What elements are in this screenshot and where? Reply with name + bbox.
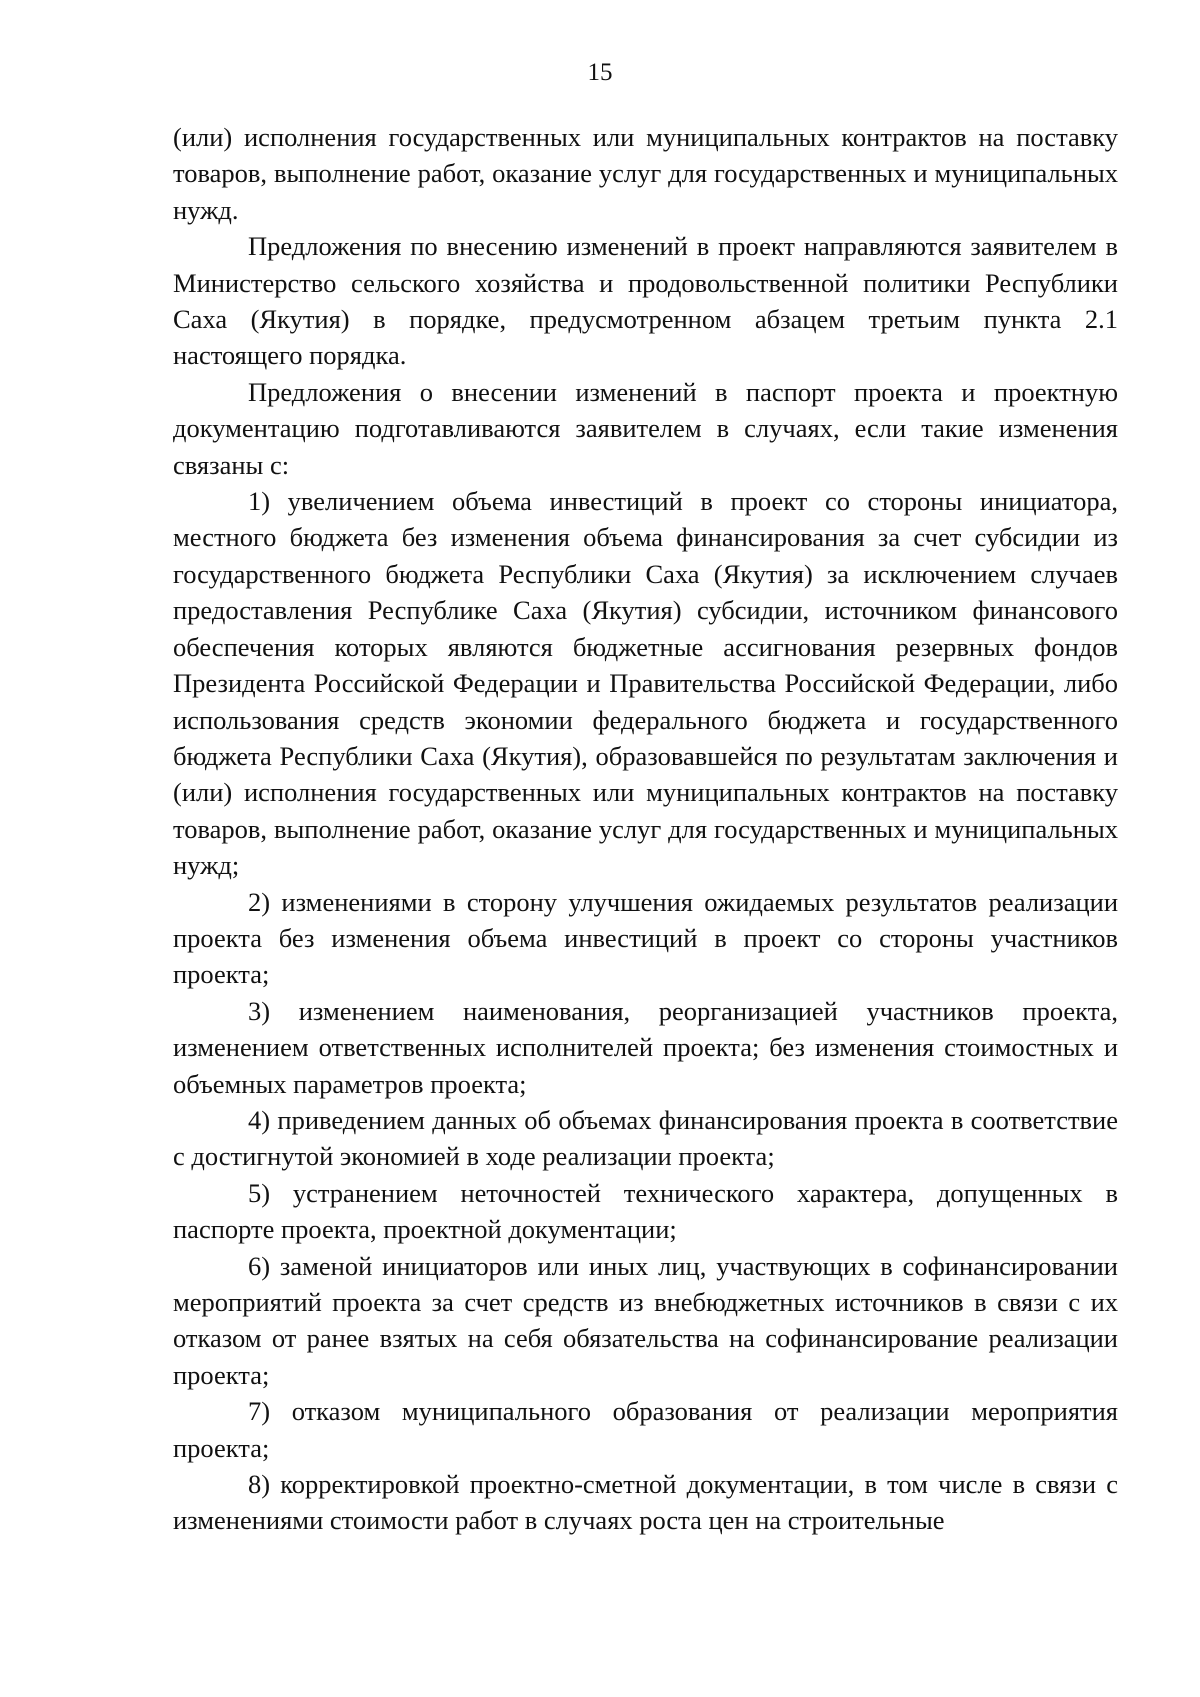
paragraph-continuation: (или) исполнения государственных или муниципальных контрактов на поставку товаров, выполнение работ, оказание услуг для государственных и муниципальных нужд. — [173, 122, 1118, 225]
list-item-7: 7) отказом муниципального образования от реализации мероприятия проекта; — [173, 1396, 1118, 1463]
list-item-2: 2) изменениями в сторону улучшения ожидаемых результатов реализации проекта без изменения объема инвестиций в проект со стороны участников проекта; — [173, 886, 1118, 990]
document-body — [173, 119, 1118, 1539]
page-number: 15 — [587, 59, 613, 86]
list-item-5: 5) устранением неточностей технического характера, допущенных в паспорте проекта, проектной документации; — [173, 1177, 1118, 1245]
list-item-3: 3) изменением наименования, реорганизацией участников проекта, изменением ответственных исполнителей проекта; без изменения стоимостных и объемных параметров проекта; — [173, 995, 1118, 1099]
paragraph-proposals-submission: Предложения по внесению изменений в проект направляются заявителем в Министерство сельского хозяйства и продовольственной политики Республики Саха (Якутия) в порядке, предусмотренном абзацем третьим пункта 2.1 настоящего порядка. — [173, 231, 1118, 371]
list-item-1: 1) увеличением объема инвестиций в проект со стороны инициатора, местного бюджета без изменения объема финансирования за счет субсидии из государственного бюджета Республики Саха (Якутия) за исключением случаев предоставления Республике Саха (Якутия) субсидии, источником финансового обеспечения которых являются бюджетные ассигнования резервных фондов Президента Российской Федерации и Правительства Российской Федерации, либо использования средств экономии федерального бюджета и государственного бюджета Республики Саха (Якутия), образовавшейся по результатам заключения и (или) исполнения государственных или муниципальных контрактов на поставку товаров, выполнение работ, оказание услуг для государственных и муниципальных нужд; — [173, 486, 1118, 881]
list-item-4: 4) приведением данных об объемах финансирования проекта в соответствие с достигнутой экономией в ходе реализации проекта; — [173, 1104, 1118, 1172]
list-item-6: 6) заменой инициаторов или иных лиц, участвующих в софинансировании мероприятий проекта за счет средств из внебюджетных источников в связи с их отказом от ранее взятых на себя обязательства на софинансирование реализации проекта; — [173, 1250, 1118, 1390]
paragraph-proposals-cases: Предложения о внесении изменений в паспорт проекта и проектную документацию подготавливаются заявителем в случаях, если такие изменения связаны с: — [173, 376, 1118, 480]
list-item-8: 8) корректировкой проектно-сметной документации, в том числе в связи с изменениями стоимости работ в случаях роста цен на строительные — [173, 1469, 1118, 1536]
